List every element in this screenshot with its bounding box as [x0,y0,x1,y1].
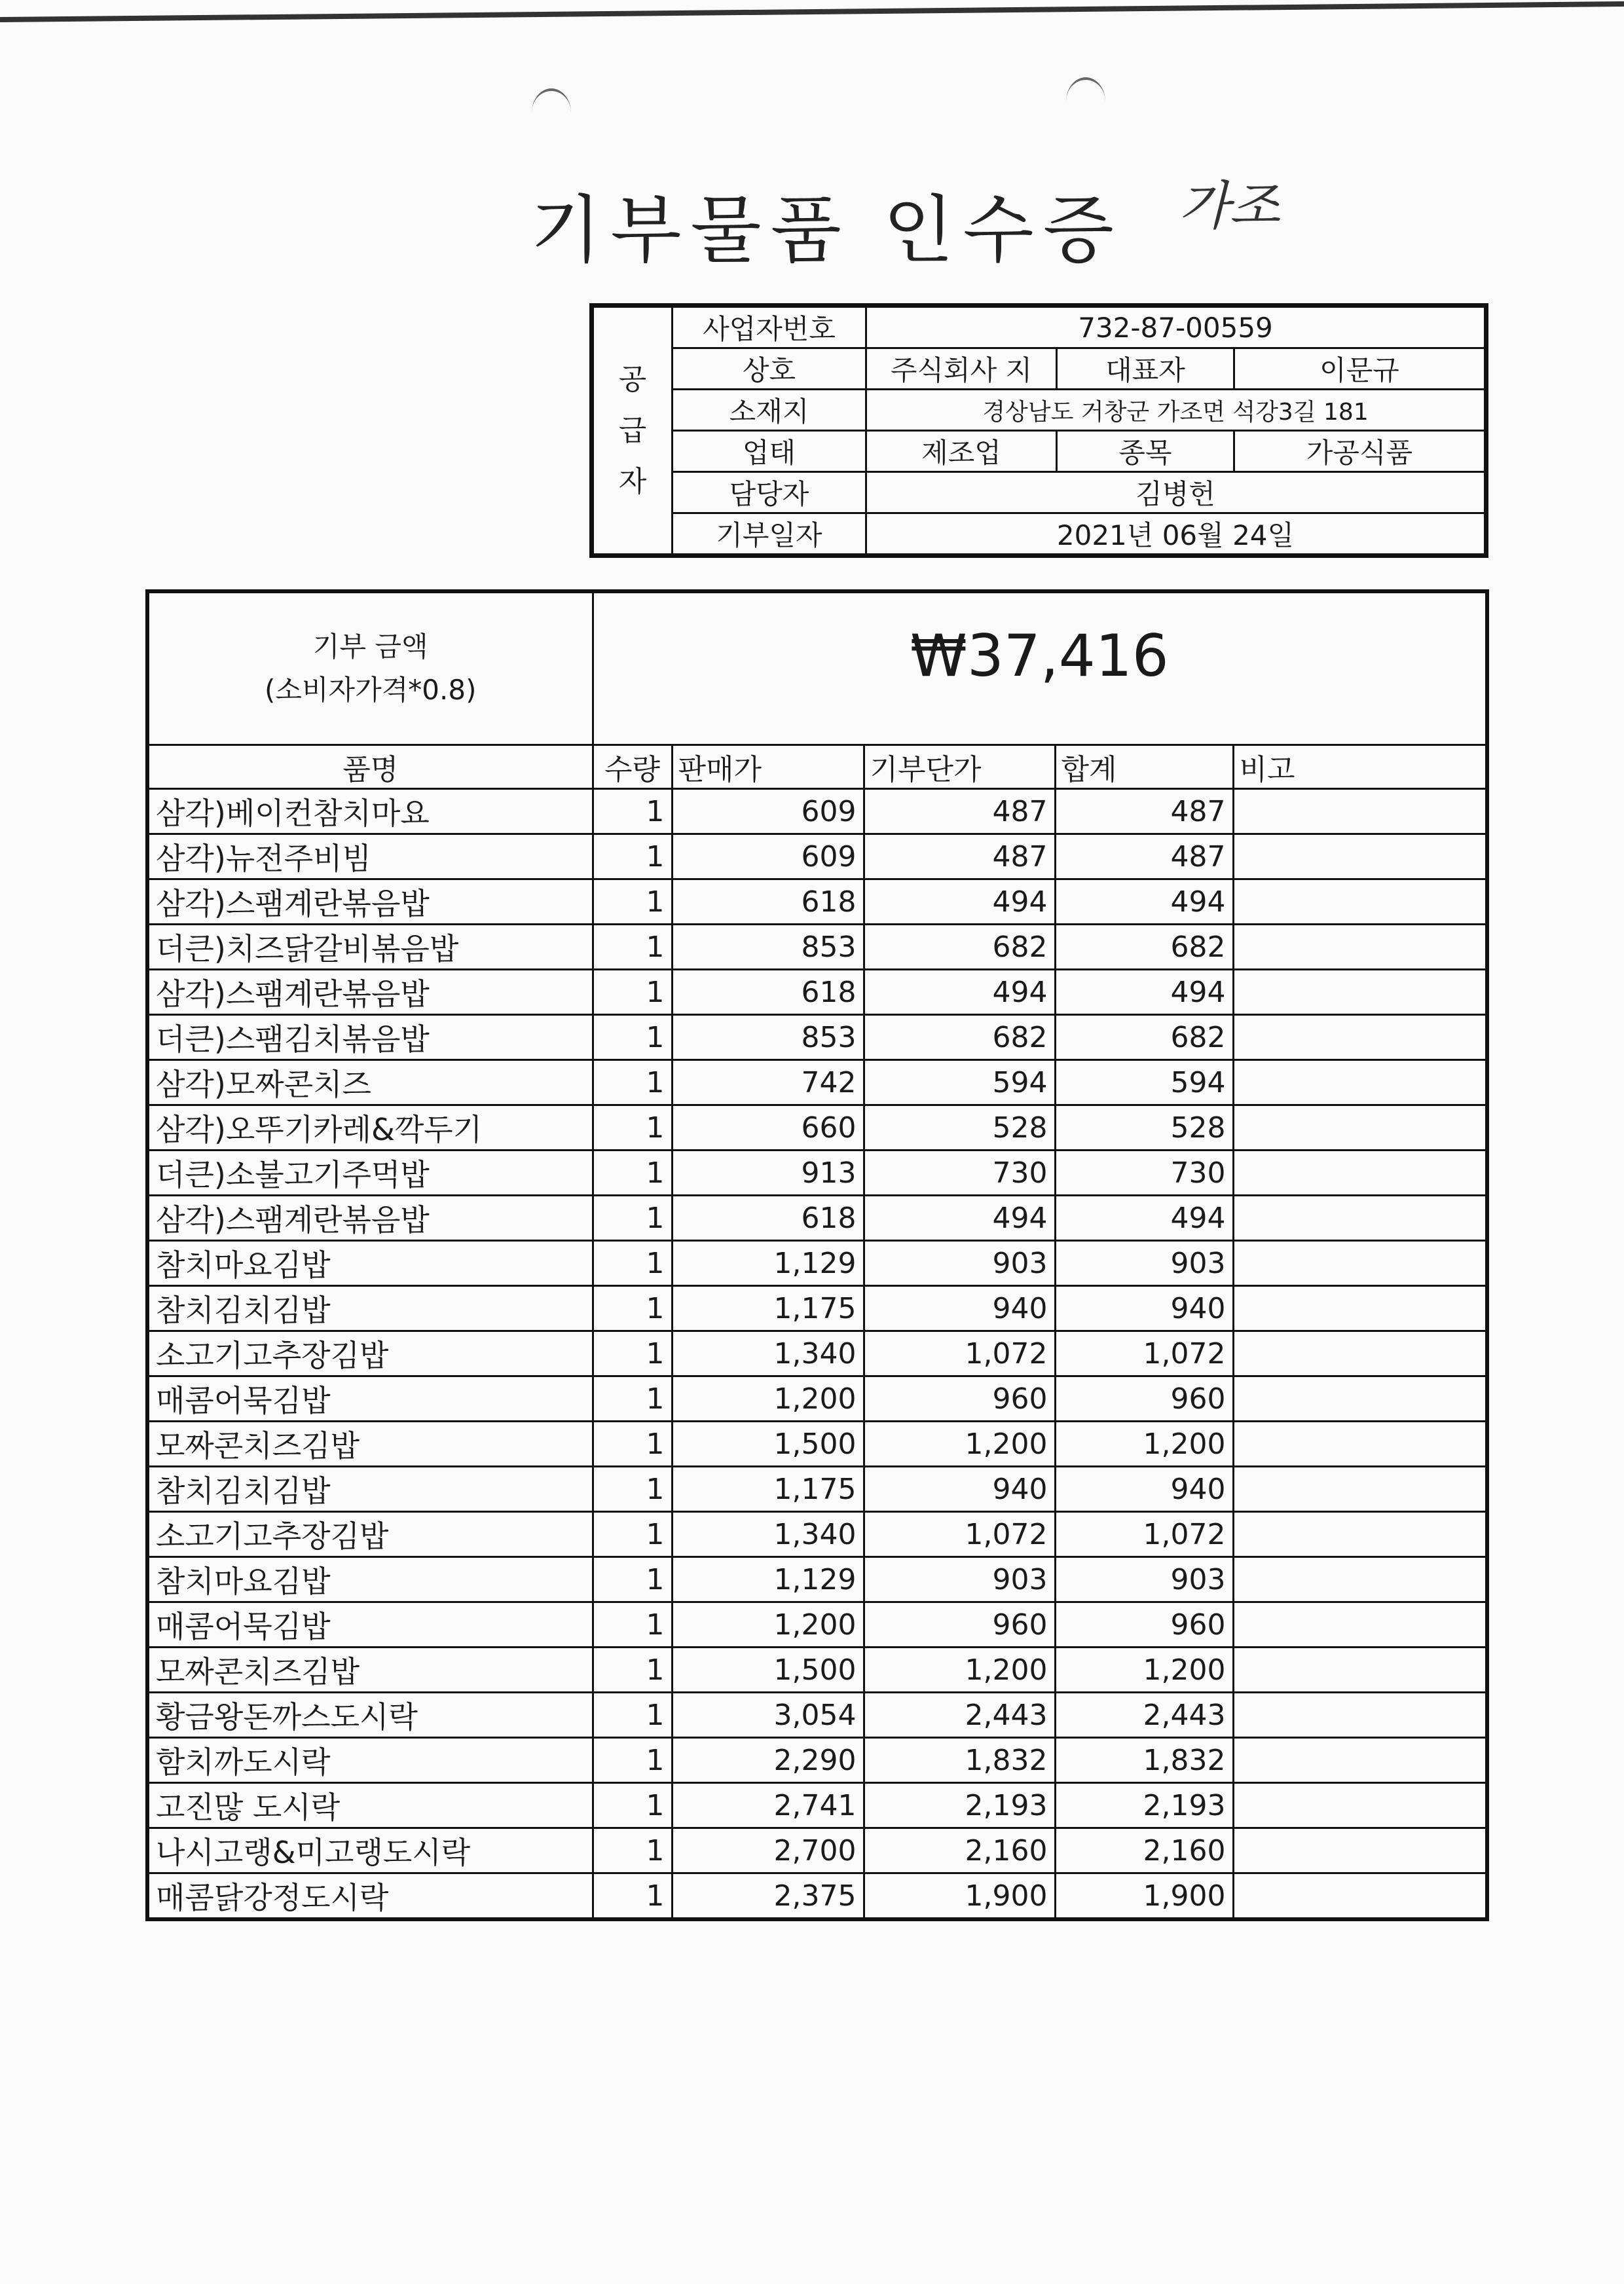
item-name: 매콤어묵김밥 [147,1376,593,1422]
item-name: 소고기고추장김밥 [147,1331,593,1376]
table-row [147,1060,1487,1105]
item-donation-unit-price: 682 [864,1015,1055,1060]
amount-note-text: (소비자가격*0.8) [265,674,477,706]
item-quantity: 1 [593,1693,672,1738]
item-donation-unit-price: 903 [864,1241,1055,1286]
item-remarks [1233,1196,1487,1241]
supplier-side-label [592,306,673,556]
item-donation-unit-price: 494 [864,879,1055,925]
item-remarks [1233,1557,1487,1602]
item-label: 종목 [1057,431,1234,472]
item-name: 더큰)스팸김치볶음밥 [147,1015,593,1060]
table-row [147,879,1487,925]
header-remarks: 비고 [1233,745,1487,789]
item-sale-price: 1,200 [672,1602,864,1648]
item-remarks [1233,1828,1487,1873]
item-quantity: 1 [593,1738,672,1783]
item-quantity: 1 [593,789,672,834]
item-total: 1,072 [1055,1331,1233,1376]
item-quantity: 1 [593,1241,672,1286]
header-total: 합계 [1055,745,1233,789]
item-sale-price: 618 [672,879,864,925]
table-row [147,925,1487,970]
item-quantity: 1 [593,1648,672,1693]
item-quantity: 1 [593,1783,672,1828]
item-donation-unit-price: 1,200 [864,1648,1055,1693]
item-quantity: 1 [593,879,672,925]
item-remarks [1233,1602,1487,1648]
table-row [147,1873,1487,1920]
item-name: 더큰)치즈닭갈비볶음밥 [147,925,593,970]
item-total: 1,200 [1055,1648,1233,1693]
item-donation-unit-price: 903 [864,1557,1055,1602]
item-remarks [1233,1376,1487,1422]
item-total: 940 [1055,1286,1233,1331]
item-remarks [1233,1331,1487,1376]
item-remarks [1233,925,1487,970]
item-total: 903 [1055,1557,1233,1602]
supplier-side-label-text: 공 급 자 [618,362,647,498]
item-total: 903 [1055,1241,1233,1286]
header-sale-price: 판매가 [672,745,864,789]
table-row [147,1783,1487,1828]
item-sale-price: 1,129 [672,1241,864,1286]
item-donation-unit-price: 494 [864,970,1055,1015]
item-donation-unit-price: 940 [864,1286,1055,1331]
item-name: 참치마요김밥 [147,1241,593,1286]
item-sale-price: 1,500 [672,1422,864,1467]
table-row [147,970,1487,1015]
table-row [147,1738,1487,1783]
item-total: 487 [1055,834,1233,879]
item-value: 가공식품 [1234,431,1486,472]
item-donation-unit-price: 960 [864,1602,1055,1648]
item-total: 494 [1055,970,1233,1015]
item-donation-unit-price: 594 [864,1060,1055,1105]
item-remarks [1233,1873,1487,1920]
item-quantity: 1 [593,1873,672,1920]
biz-number-label: 사업자번호 [673,306,866,348]
table-row [147,1241,1487,1286]
table-row [147,1557,1487,1602]
item-sale-price: 853 [672,925,864,970]
handwritten-note: 가조 [1179,175,1280,236]
item-name: 매콤닭강정도시락 [147,1873,593,1920]
item-quantity: 1 [593,1151,672,1196]
item-total: 682 [1055,925,1233,970]
item-quantity: 1 [593,1467,672,1512]
company-label: 상호 [673,348,866,390]
item-name: 참치마요김밥 [147,1557,593,1602]
item-donation-unit-price: 487 [864,834,1055,879]
item-name: 고진많 도시락 [147,1783,593,1828]
item-name: 함치까도시락 [147,1738,593,1783]
item-donation-unit-price: 487 [864,789,1055,834]
item-name: 모짜콘치즈김밥 [147,1648,593,1693]
item-quantity: 1 [593,1376,672,1422]
punch-hole-right [1066,77,1105,126]
table-row [147,834,1487,879]
item-sale-price: 609 [672,789,864,834]
item-sale-price: 1,500 [672,1648,864,1693]
manager-value: 김병헌 [866,472,1486,513]
item-donation-unit-price: 494 [864,1196,1055,1241]
table-row [147,1376,1487,1422]
item-sale-price: 913 [672,1151,864,1196]
date-label: 기부일자 [673,513,866,556]
item-total: 2,160 [1055,1828,1233,1873]
item-name: 삼각)모짜콘치즈 [147,1060,593,1105]
table-row [147,1105,1487,1151]
ceo-value: 이문규 [1234,348,1486,390]
item-sale-price: 1,200 [672,1376,864,1422]
item-remarks [1233,1738,1487,1783]
table-row [147,1648,1487,1693]
item-donation-unit-price: 2,193 [864,1783,1055,1828]
item-quantity: 1 [593,1331,672,1376]
item-donation-unit-price: 1,832 [864,1738,1055,1783]
item-donation-unit-price: 2,443 [864,1693,1055,1738]
item-name: 삼각)스팸계란볶음밥 [147,879,593,925]
biz-type-label: 업태 [673,431,866,472]
table-header-row [147,745,1487,789]
item-quantity: 1 [593,1602,672,1648]
item-total: 960 [1055,1376,1233,1422]
table-row [147,1512,1487,1557]
item-donation-unit-price: 1,200 [864,1422,1055,1467]
item-name: 모짜콘치즈김밥 [147,1422,593,1467]
punch-hole-left [532,88,571,137]
item-remarks [1233,1467,1487,1512]
item-sale-price: 3,054 [672,1693,864,1738]
item-name: 황금왕돈까스도시락 [147,1693,593,1738]
item-donation-unit-price: 940 [864,1467,1055,1512]
item-name: 소고기고추장김밥 [147,1512,593,1557]
item-total: 494 [1055,879,1233,925]
item-sale-price: 660 [672,1105,864,1151]
item-sale-price: 1,340 [672,1512,864,1557]
item-total: 1,072 [1055,1512,1233,1557]
table-row [147,1196,1487,1241]
item-name: 나시고랭&미고랭도시락 [147,1828,593,1873]
item-quantity: 1 [593,1015,672,1060]
table-row [147,1467,1487,1512]
item-total: 960 [1055,1602,1233,1648]
item-name: 삼각)스팸계란볶음밥 [147,1196,593,1241]
item-remarks [1233,1422,1487,1467]
item-sale-price: 1,175 [672,1467,864,1512]
item-name: 삼각)뉴전주비빔 [147,834,593,879]
page-title: 기부물품 인수증 [530,188,1123,273]
supplier-info-table [589,303,1488,558]
item-remarks [1233,1693,1487,1738]
item-sale-price: 853 [672,1015,864,1060]
item-remarks [1233,1512,1487,1557]
item-donation-unit-price: 1,072 [864,1331,1055,1376]
item-total: 1,832 [1055,1738,1233,1783]
item-sale-price: 2,700 [672,1828,864,1873]
table-row [147,1286,1487,1331]
item-donation-unit-price: 682 [864,925,1055,970]
item-name: 삼각)베이컨참치마요 [147,789,593,834]
item-remarks [1233,789,1487,834]
item-sale-price: 2,290 [672,1738,864,1783]
item-sale-price: 609 [672,834,864,879]
header-quantity: 수량 [593,745,672,789]
table-row [147,1015,1487,1060]
item-sale-price: 1,129 [672,1557,864,1602]
item-remarks [1233,1783,1487,1828]
company-value: 주식회사 지 [866,348,1057,390]
item-remarks [1233,1286,1487,1331]
item-sale-price: 1,175 [672,1286,864,1331]
item-remarks [1233,1105,1487,1151]
item-donation-unit-price: 1,900 [864,1873,1055,1920]
item-remarks [1233,879,1487,925]
item-total: 940 [1055,1467,1233,1512]
table-row [147,1828,1487,1873]
item-remarks [1233,970,1487,1015]
item-total: 487 [1055,789,1233,834]
item-total: 2,443 [1055,1693,1233,1738]
item-quantity: 1 [593,925,672,970]
item-remarks [1233,1060,1487,1105]
table-row [147,1331,1487,1376]
item-total: 2,193 [1055,1783,1233,1828]
item-name: 매콤어묵김밥 [147,1602,593,1648]
item-quantity: 1 [593,970,672,1015]
item-quantity: 1 [593,834,672,879]
item-quantity: 1 [593,1828,672,1873]
item-donation-unit-price: 528 [864,1105,1055,1151]
item-quantity: 1 [593,1557,672,1602]
item-remarks [1233,1648,1487,1693]
address-value: 경상남도 거창군 가조면 석강3길 181 [866,390,1486,431]
table-row [147,789,1487,834]
header-donation-unit-price: 기부단가 [864,745,1055,789]
item-donation-unit-price: 960 [864,1376,1055,1422]
item-name: 삼각)스팸계란볶음밥 [147,970,593,1015]
manager-label: 담당자 [673,472,866,513]
biz-number-value: 732-87-00559 [866,306,1486,348]
item-total: 528 [1055,1105,1233,1151]
amount-label-text: 기부 금액 [312,631,428,663]
item-donation-unit-price: 2,160 [864,1828,1055,1873]
biz-type-value: 제조업 [866,431,1057,472]
item-donation-unit-price: 1,072 [864,1512,1055,1557]
item-remarks [1233,1015,1487,1060]
item-remarks [1233,1151,1487,1196]
item-quantity: 1 [593,1060,672,1105]
item-name: 삼각)오뚜기카레&깍두기 [147,1105,593,1151]
address-label: 소재지 [673,390,866,431]
item-sale-price: 2,741 [672,1783,864,1828]
header-item-name: 품명 [147,745,593,789]
table-row [147,1602,1487,1648]
table-row [147,1422,1487,1467]
item-quantity: 1 [593,1512,672,1557]
item-sale-price: 618 [672,970,864,1015]
item-quantity: 1 [593,1422,672,1467]
donation-table [145,589,1489,1921]
ceo-label: 대표자 [1057,348,1234,390]
table-row [147,1693,1487,1738]
item-total: 1,900 [1055,1873,1233,1920]
item-remarks [1233,1241,1487,1286]
item-donation-unit-price: 730 [864,1151,1055,1196]
item-name: 더큰)소불고기주먹밥 [147,1151,593,1196]
item-quantity: 1 [593,1286,672,1331]
table-row [147,1151,1487,1196]
item-quantity: 1 [593,1196,672,1241]
item-remarks [1233,834,1487,879]
item-total: 1,200 [1055,1422,1233,1467]
scan-top-edge [0,0,1624,26]
donation-amount-label [147,591,593,745]
item-name: 참치김치김밥 [147,1286,593,1331]
item-quantity: 1 [593,1105,672,1151]
item-sale-price: 2,375 [672,1873,864,1920]
item-sale-price: 1,340 [672,1331,864,1376]
item-total: 682 [1055,1015,1233,1060]
item-name: 참치김치김밥 [147,1467,593,1512]
donation-amount-value: ₩37,416 [593,591,1487,745]
item-total: 730 [1055,1151,1233,1196]
date-value: 2021년 06월 24일 [866,513,1486,556]
item-total: 494 [1055,1196,1233,1241]
item-sale-price: 742 [672,1060,864,1105]
item-sale-price: 618 [672,1196,864,1241]
item-total: 594 [1055,1060,1233,1105]
